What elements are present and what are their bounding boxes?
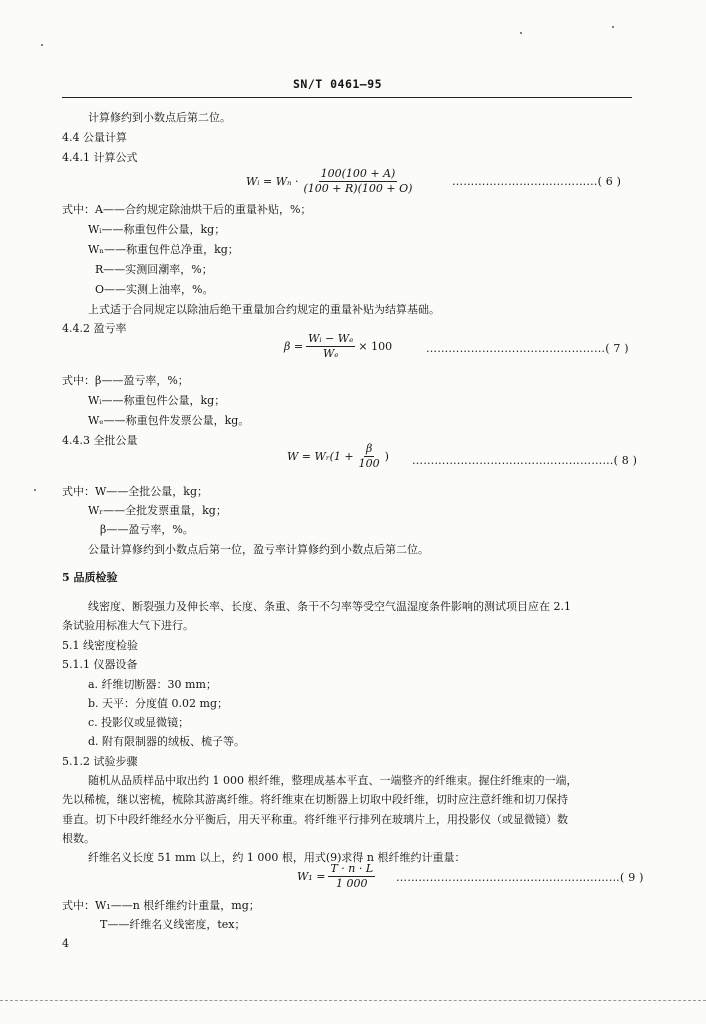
text-line: 纤维名义长度 51 mm 以上，约 1 000 根，用式(9)求得 n 根纤维约计重量：	[88, 851, 466, 864]
page-header-code: SN/T 0461—95	[293, 77, 383, 91]
text-line: 线密度、断裂强力及伸长率、长度、条重、条干不匀率等受空气温湿度条件影响的测试项目应在 2.1	[88, 600, 571, 613]
formula-fraction	[357, 443, 382, 470]
section-heading: 4.4 公量计算	[62, 131, 127, 144]
text-line: 式中：W₁——n 根纤维约计重量，mg；	[62, 899, 260, 912]
text-line: O——实测上油率，%。	[95, 283, 214, 296]
bottom-scan-edge	[0, 1000, 706, 1001]
section-heading: 5.1.2 试验步骤	[62, 755, 138, 768]
formula-6	[246, 168, 417, 195]
text-line: 根数。	[62, 832, 95, 845]
text-line: 垂直。切下中段纤维经水分平衡后，用天平称重。将纤维平行排列在玻璃片上，用投影仪（或显微镜）数	[62, 813, 568, 826]
formula-fraction	[306, 333, 355, 360]
text-line: Wₙ——称重包件总净重，kg；	[88, 243, 239, 256]
formula-rhs: × 100	[358, 340, 393, 353]
list-item: b. 天平：分度值 0.02 mg；	[88, 697, 228, 710]
header-rule	[62, 97, 632, 98]
fraction-numerator: T · n · L	[330, 862, 374, 875]
fraction-denominator: (100 + R)(100 + O)	[303, 182, 413, 195]
text-line: 公量计算修约到小数点后第一位，盈亏率计算修约到小数点后第二位。	[88, 543, 429, 556]
text-line: 随机从品质样品中取出约 1 000 根纤维，整理成基本平直、一端整齐的纤维束。握住纤维束的一端，	[88, 774, 578, 787]
formula-fraction	[328, 863, 375, 890]
text-line: 式中：W——全批公量，kg；	[62, 485, 209, 498]
text-line: 上式适于合同规定以除油后绝干重量加合约规定的重量补贴为结算基础。	[88, 303, 440, 316]
section-heading: 5.1 线密度检验	[62, 639, 138, 652]
formula-lhs: W = Wᵣ(1 +	[287, 450, 354, 463]
text-line: R——实测回潮率，%；	[95, 263, 213, 276]
formula-fraction	[302, 168, 415, 195]
scan-speck	[41, 44, 43, 46]
fraction-denominator: 1 000	[336, 877, 368, 890]
scan-speck	[612, 26, 614, 28]
section-heading: 4.4.3 全批公量	[62, 434, 138, 447]
fraction-denominator: Wₑ	[322, 347, 339, 360]
section-heading: 5 品质检验	[62, 571, 118, 584]
text-line: β——盈亏率，%。	[100, 523, 194, 536]
fraction-numerator: 100(100 + A)	[320, 167, 396, 180]
equation-number: …………………………………………( 7 )	[426, 342, 629, 355]
list-item: c. 投影仪或显微镜；	[88, 716, 190, 729]
formula-lhs: Wᵢ = Wₙ ·	[246, 175, 299, 188]
formula-lhs: β =	[284, 340, 304, 353]
formula-lhs: W₁ =	[297, 870, 326, 883]
text-line: Wᵣ——全批发票重量，kg；	[88, 504, 227, 517]
equation-number: ………………………………………………( 8 )	[412, 454, 638, 467]
list-item: a. 纤维切断器：30 mm；	[88, 678, 217, 691]
section-heading: 4.4.2 盈亏率	[62, 322, 127, 335]
fraction-numerator: Wᵢ − Wₑ	[308, 332, 354, 345]
fraction-denominator: 100	[358, 457, 380, 470]
section-heading: 4.4.1 计算公式	[62, 151, 138, 164]
text-line: 条试验用标准大气下进行。	[62, 619, 194, 632]
formula-8	[287, 443, 389, 470]
formula-rhs: )	[384, 450, 389, 463]
formula-7	[284, 333, 392, 360]
text-line: 计算修约到小数点后第二位。	[88, 111, 231, 124]
scan-speck	[520, 32, 522, 34]
equation-number: …………………………………( 6 )	[452, 175, 622, 188]
page-number: 4	[62, 937, 69, 950]
section-heading: 5.1.1 仪器设备	[62, 658, 138, 671]
equation-number: ……………………………………………………( 9 )	[396, 871, 644, 884]
text-line: 式中：β——盈亏率，%；	[62, 374, 189, 387]
text-line: T——纤维名义线密度，tex；	[100, 918, 246, 931]
scan-speck	[34, 489, 36, 491]
text-line: 式中：A——合约规定除油烘干后的重量补贴，%；	[62, 203, 312, 216]
text-line: Wᵢ——称重包件公量，kg；	[88, 394, 226, 407]
text-line: Wᵢ——称重包件公量，kg；	[88, 223, 226, 236]
text-line: Wₑ——称重包件发票公量，kg。	[88, 414, 250, 427]
formula-9	[297, 863, 378, 890]
text-line: 先以稀梳，继以密梳，梳除其游离纤维。将纤维束在切断器上切取中段纤维，切时应注意纤维和切刀保持	[62, 793, 568, 806]
list-item: d. 附有限制器的绒板、梳子等。	[88, 735, 246, 748]
fraction-numerator: β	[365, 442, 373, 455]
